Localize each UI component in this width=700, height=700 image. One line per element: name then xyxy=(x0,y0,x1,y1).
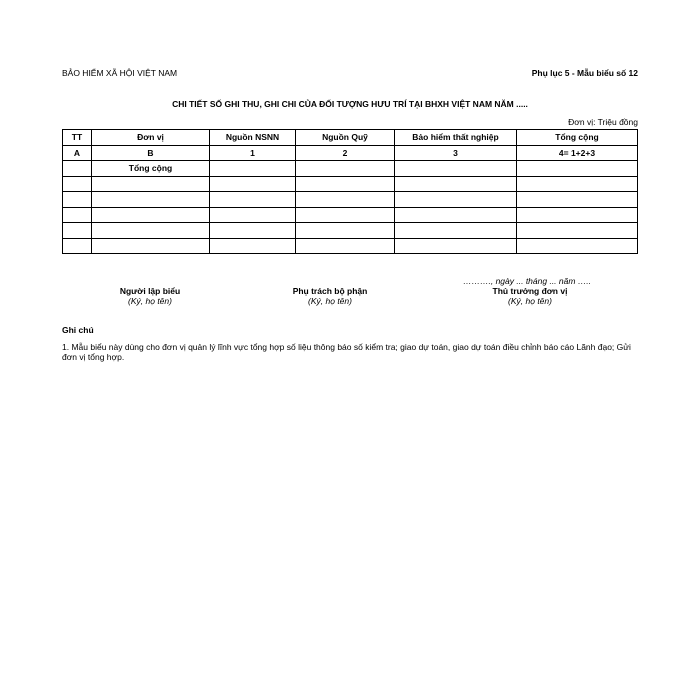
index-cell: 4= 1+2+3 xyxy=(517,145,638,161)
index-cell: 2 xyxy=(296,145,395,161)
index-cell: 3 xyxy=(395,145,517,161)
signature-role: Thủ trưởng đơn vị xyxy=(492,286,568,296)
column-header-total: Tổng cộng xyxy=(517,130,638,146)
table-cell[interactable] xyxy=(395,176,517,192)
table-cell[interactable] xyxy=(63,192,92,208)
table-cell[interactable] xyxy=(517,192,638,208)
notes-heading: Ghi chú xyxy=(62,325,94,335)
table-cell[interactable] xyxy=(296,176,395,192)
table-cell[interactable] xyxy=(517,223,638,239)
table-cell[interactable] xyxy=(63,223,92,239)
table-cell[interactable] xyxy=(63,161,92,177)
table-cell[interactable] xyxy=(63,238,92,254)
agency-name: BẢO HIỂM XÃ HỘI VIỆT NAM xyxy=(62,68,178,78)
table-cell[interactable] xyxy=(395,192,517,208)
index-cell: 1 xyxy=(210,145,296,161)
table-row xyxy=(63,223,638,239)
index-cell: B xyxy=(92,145,210,161)
column-header-unemployment: Bảo hiểm thất nghiệp xyxy=(395,130,517,146)
table-row xyxy=(63,176,638,192)
table-cell[interactable] xyxy=(92,176,210,192)
table-row xyxy=(63,238,638,254)
total-label: Tổng cộng xyxy=(92,161,210,177)
column-header-fund: Nguồn Quỹ xyxy=(296,130,395,146)
signature-date-line: ………., ngày ... tháng ... năm ….. xyxy=(463,276,592,286)
table-cell[interactable] xyxy=(517,207,638,223)
table-cell[interactable] xyxy=(210,161,296,177)
notes-body: 1. Mẫu biểu này dùng cho đơn vị quản lý lĩnh vực tổng hợp số liệu thông báo số kiểm tra; giao dự toán, giao dự toán điều chỉnh báo cáo Lãnh đạo; Gửi đơn vị tổng hợp. xyxy=(62,342,631,362)
table-cell[interactable] xyxy=(296,207,395,223)
table-cell[interactable] xyxy=(296,238,395,254)
signature-head xyxy=(470,286,590,306)
table-header-row xyxy=(63,130,638,146)
table-cell[interactable] xyxy=(517,238,638,254)
report-title: CHI TIẾT SỐ GHI THU, GHI CHI CỦA ĐỐI TƯỢNG HƯU TRÍ TẠI BHXH VIỆT NAM NĂM ..... xyxy=(172,99,528,109)
table-cell[interactable] xyxy=(92,192,210,208)
column-header-nsnn: Nguồn NSNN xyxy=(210,130,296,146)
table-cell[interactable] xyxy=(210,238,296,254)
column-header-unit: Đơn vị xyxy=(92,130,210,146)
table-cell[interactable] xyxy=(395,161,517,177)
signature-hint: (Ký, họ tên) xyxy=(308,296,352,306)
table-cell[interactable] xyxy=(517,161,638,177)
table-cell[interactable] xyxy=(296,223,395,239)
table-row xyxy=(63,192,638,208)
table-cell[interactable] xyxy=(92,238,210,254)
table-cell[interactable] xyxy=(92,223,210,239)
table-cell[interactable] xyxy=(517,176,638,192)
table-cell[interactable] xyxy=(210,223,296,239)
signature-role: Phụ trách bộ phận xyxy=(292,286,368,296)
table-total-row xyxy=(63,161,638,177)
signature-role: Người lập biểu xyxy=(119,286,181,296)
table-cell[interactable] xyxy=(210,207,296,223)
column-header-tt: TT xyxy=(63,130,92,146)
table-cell[interactable] xyxy=(63,176,92,192)
signature-hint: (Ký, họ tên) xyxy=(128,296,172,306)
appendix-label: Phụ lục 5 - Mẫu biểu số 12 xyxy=(531,68,638,78)
table-cell[interactable] xyxy=(63,207,92,223)
table-row xyxy=(63,207,638,223)
report-table xyxy=(62,129,638,254)
signature-preparer xyxy=(100,286,200,306)
table-cell[interactable] xyxy=(210,192,296,208)
signature-department xyxy=(270,286,390,306)
table-cell[interactable] xyxy=(395,207,517,223)
table-cell[interactable] xyxy=(395,223,517,239)
table-cell[interactable] xyxy=(92,207,210,223)
index-cell: A xyxy=(63,145,92,161)
table-cell[interactable] xyxy=(210,176,296,192)
table-cell[interactable] xyxy=(296,192,395,208)
unit-label: Đơn vị: Triệu đồng xyxy=(568,117,638,127)
table-cell[interactable] xyxy=(395,238,517,254)
signature-hint: (Ký, họ tên) xyxy=(508,296,552,306)
table-cell[interactable] xyxy=(296,161,395,177)
table-index-row xyxy=(63,145,638,161)
